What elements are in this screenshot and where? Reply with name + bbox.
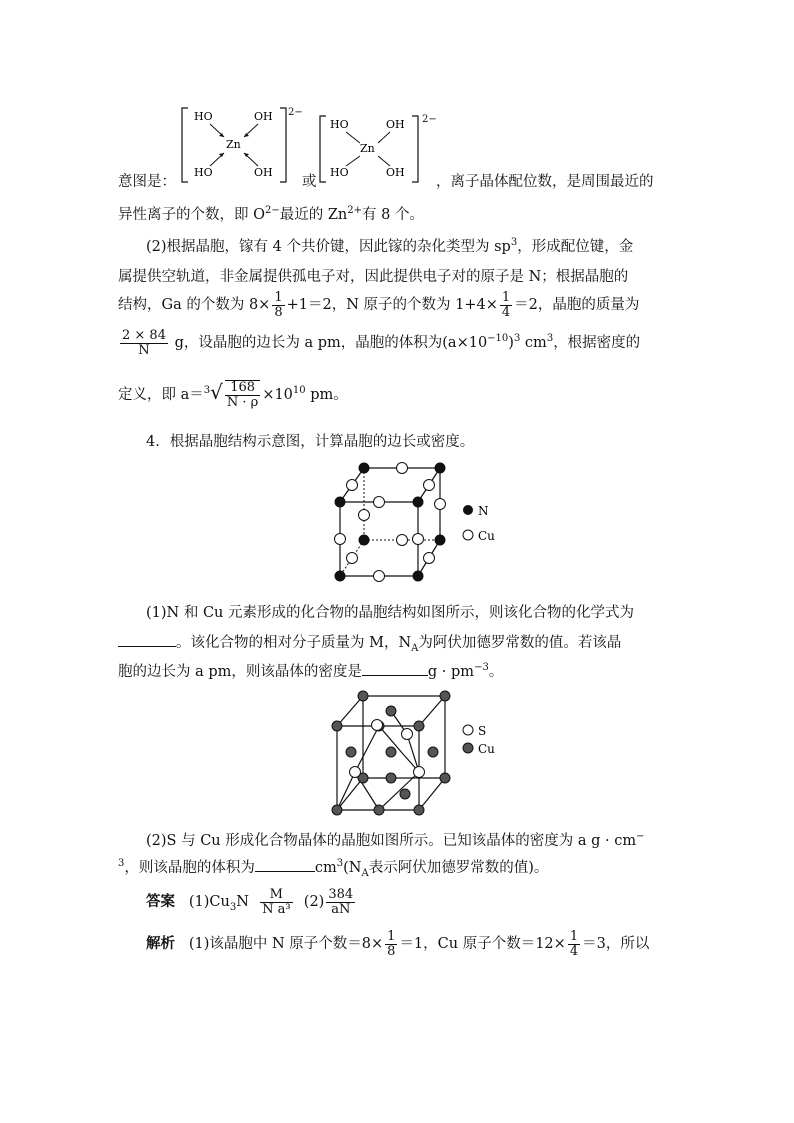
paragraph-line: (2)根据晶胞，镓有 4 个共价键，因此镓的杂化类型为 $sp^3$，形成配位键，金 <box>146 237 634 255</box>
svg-text:Zn: Zn <box>360 142 375 155</box>
ho-label: HO <box>194 166 213 179</box>
answer-blank[interactable] <box>362 661 428 676</box>
paragraph-line: 定义，即 a＝$^3$√ $\frac{168}{N \cdot \rho}$ $\times 10^{10}$ pm。 <box>118 380 348 410</box>
paragraph-line: 异性离子的个数，即 $O^{2-}$最近的 $Zn^{2+}$有 8 个。 <box>118 205 424 223</box>
zn-complex-diagram-2 <box>318 112 422 186</box>
svg-text:OH: OH <box>386 118 405 131</box>
zn-label: Zn <box>226 138 241 151</box>
answer-line: 答案 $(1)Cu_3N$ $\frac{M}{\text{N a³}}$ (2) $\frac{384}{aN}$ <box>146 886 354 917</box>
crystal-cell-scu <box>325 686 505 816</box>
paragraph-line: 。该化合物的相对分子质量为 M，$N_A$为阿伏加德罗常数的值。若该晶 <box>118 632 621 653</box>
analysis-label: 解析 <box>146 935 175 952</box>
svg-text:HO: HO <box>330 166 349 179</box>
svg-text:Cu: Cu <box>478 742 495 756</box>
paragraph-line: (2)S 与 Cu 形成化合物晶体的晶胞如图所示。已知该晶体的密度为 a g · cm− <box>146 831 645 849</box>
zn-complex-diagram-1 <box>180 104 290 186</box>
answer-blank[interactable] <box>255 857 315 872</box>
ho-label: HO <box>194 110 213 123</box>
question-title: 4．根据晶胞结构示意图，计算晶胞的边长或密度。 <box>146 434 475 450</box>
paragraph-line: 胞的边长为 a pm，则该晶体的密度是 $g \cdot pm^{-3}$。 <box>118 662 504 680</box>
svg-text:N: N <box>478 504 489 518</box>
svg-text:S: S <box>478 724 487 738</box>
paragraph-line: $^3$，则该晶胞的体积为 $cm^3(N_A$表示阿伏加德罗常数的值)。 <box>118 858 549 879</box>
oh-label: OH <box>254 110 273 123</box>
oh-label: OH <box>254 166 273 179</box>
svg-text:HO: HO <box>330 118 349 131</box>
paragraph-line: 属提供空轨道，非金属提供孤电子对，因此提供电子对的原子是 N；根据晶胞的 <box>118 269 629 285</box>
paragraph-line: 结构，Ga 的个数为 8× $\frac{1}{8}$ +1＝2，N 原子的个数为 1+4× $\frac{1}{4}$ ＝2，晶胞的质量为 <box>118 289 640 320</box>
analysis-line: 解析 (1)该晶胞中 N 原子个数＝8× $\frac{1}{8}$ ＝1，Cu 原子个数＝12× $\frac{1}{4}$ ＝3，所以 <box>146 928 650 959</box>
text-tail: ，离子晶体配位数，是周围最近的 <box>436 174 654 190</box>
crystal-cell-nc <box>330 460 510 584</box>
paragraph-line: (1)N 和 Cu 元素形成的化合物的晶胞结构如图所示，则该化合物的化学式为 <box>146 605 634 621</box>
text-lead: 意图是： <box>118 174 176 190</box>
answer-label: 答案 <box>146 893 175 910</box>
answer-blank[interactable] <box>118 632 176 647</box>
text-or: 或 <box>302 174 317 190</box>
svg-text:Cu: Cu <box>478 529 495 543</box>
svg-text:OH: OH <box>386 166 405 179</box>
paragraph-line: $\frac{2 \times 84}{N}$ g，设晶胞的边长为 a pm，晶胞的体积为$(a\times 10^{-10})^3$ $cm^3$，根据密度的 <box>122 327 641 358</box>
charge-label: 2− <box>288 107 303 118</box>
